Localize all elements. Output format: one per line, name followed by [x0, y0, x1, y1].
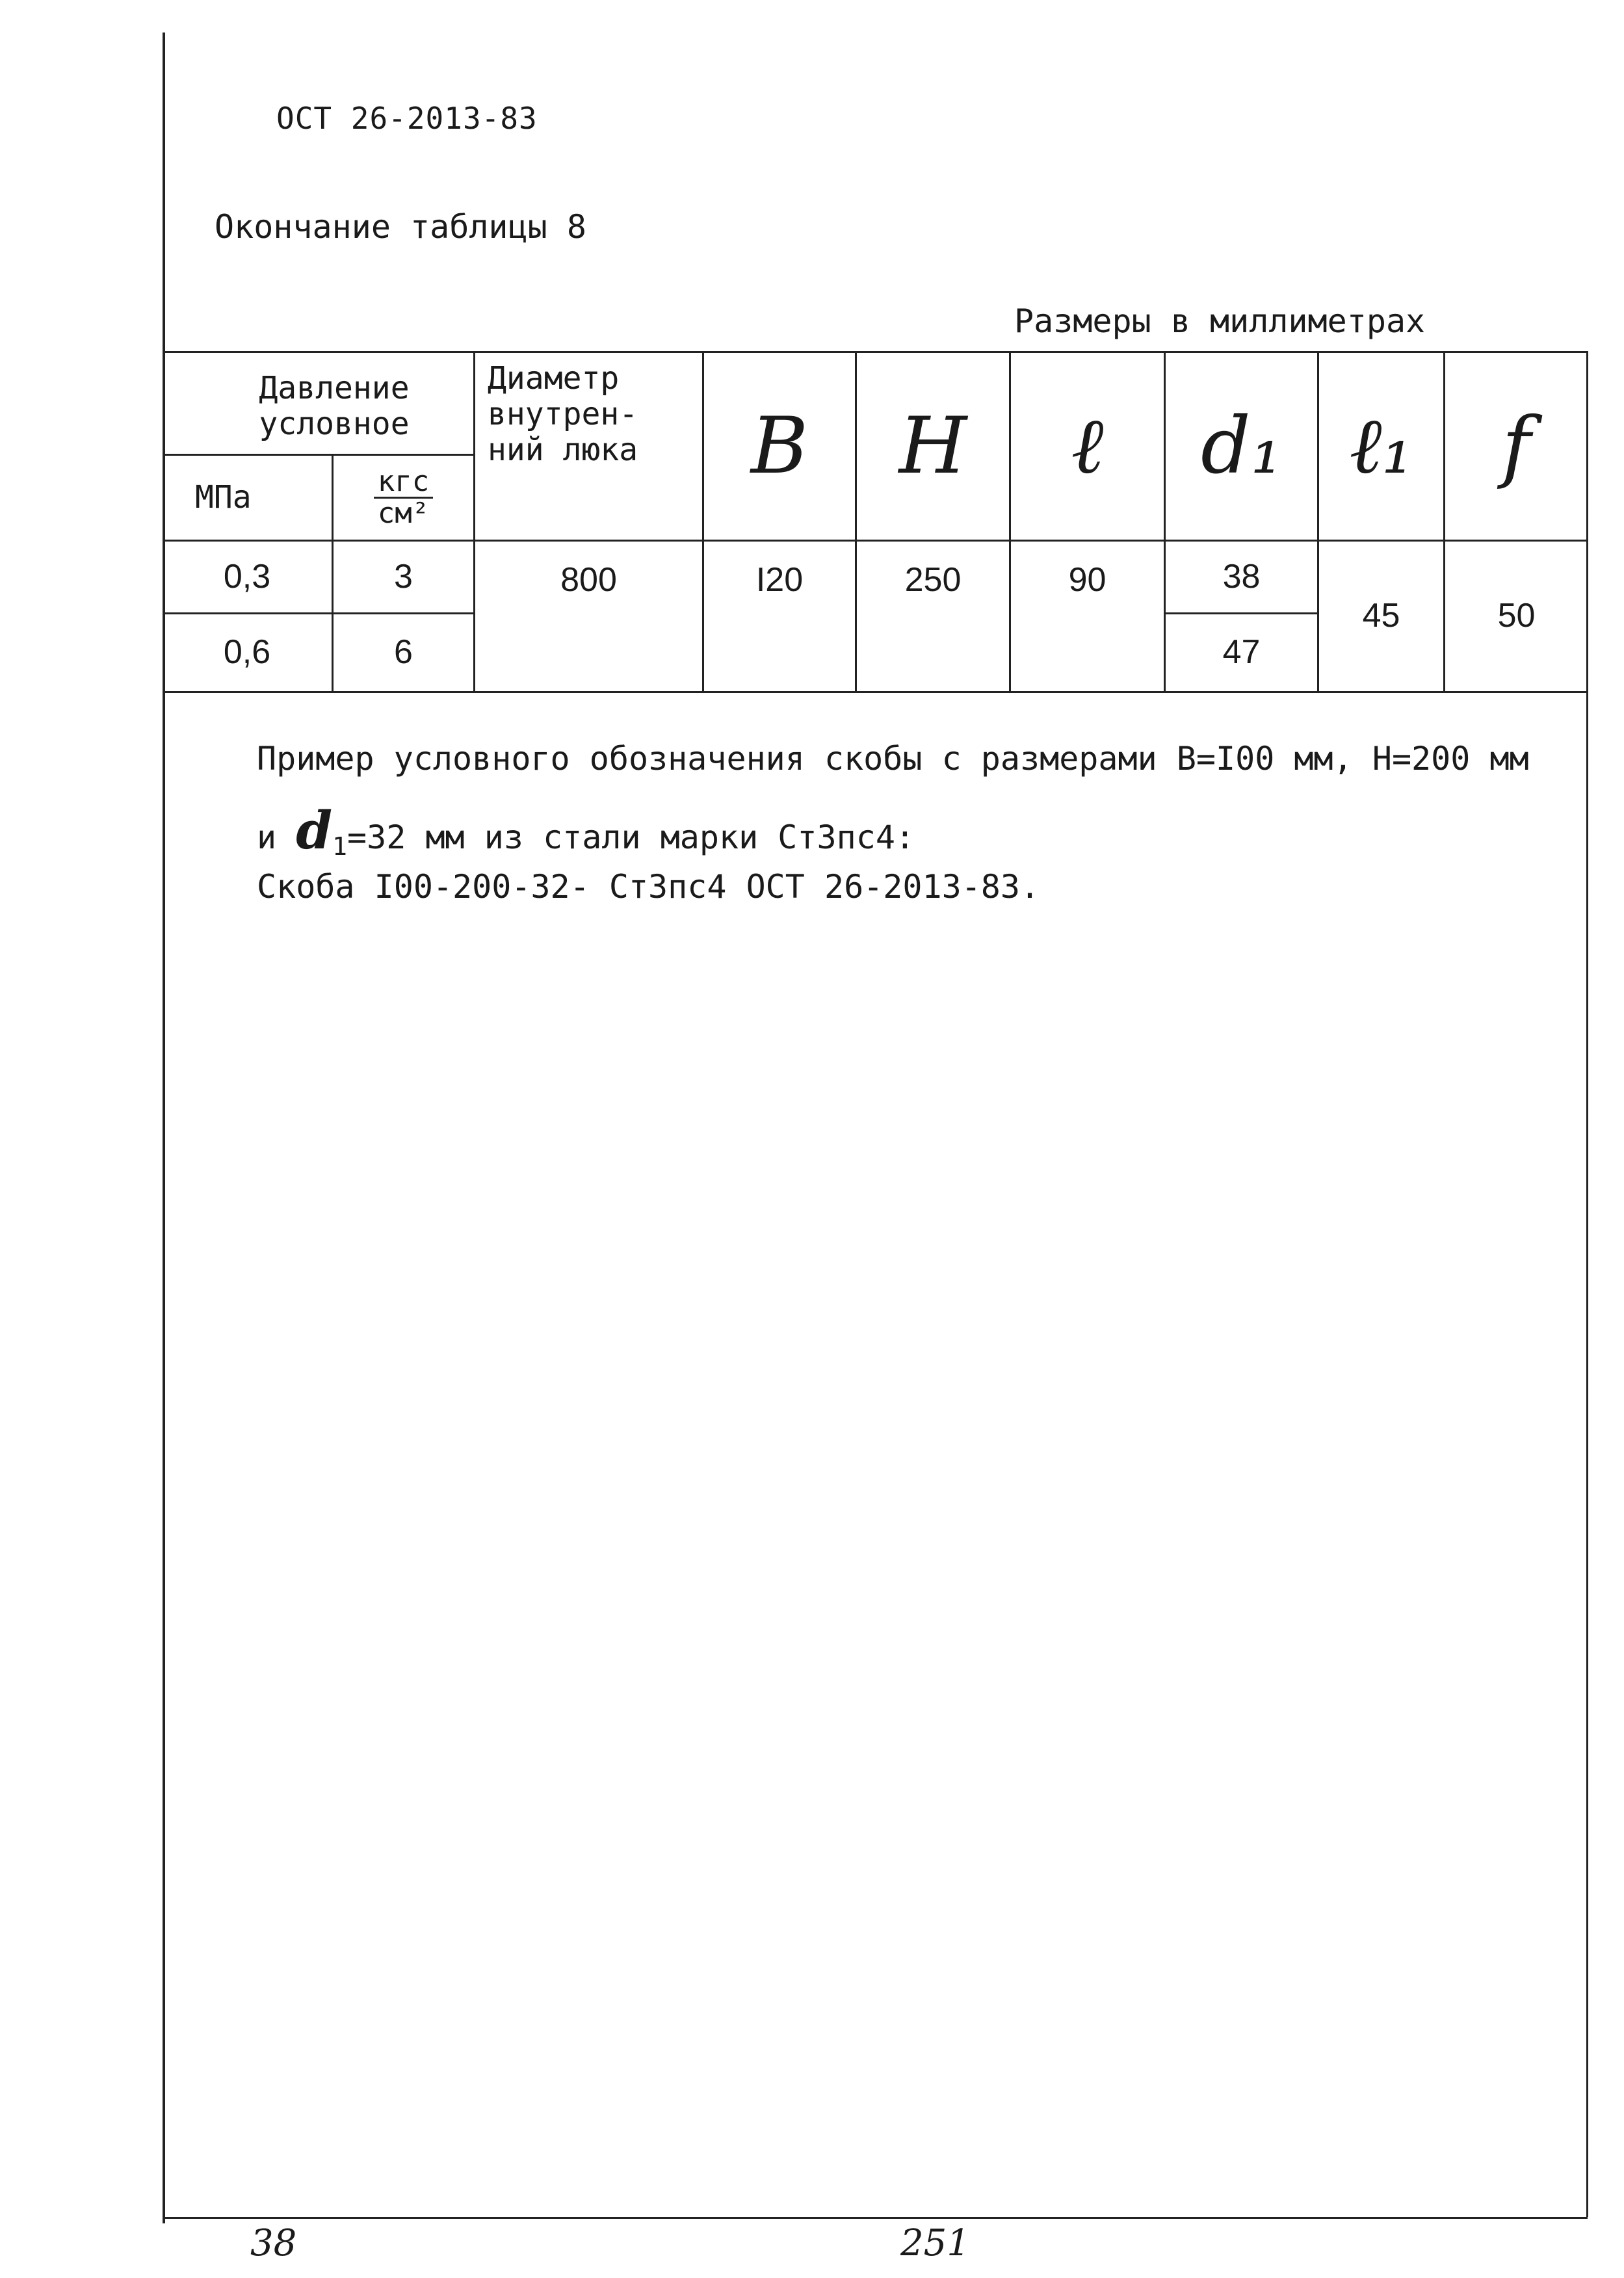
header-l1: ℓ₁ — [1349, 400, 1413, 491]
col-line-2 — [473, 351, 475, 692]
kgs-numerator: кгс — [374, 467, 433, 499]
value-diameter: 800 — [560, 561, 617, 599]
table-bottom-border — [163, 691, 1588, 693]
value-H: 250 — [904, 561, 962, 599]
units-note: Размеры в миллиметрах — [1014, 302, 1426, 340]
example-d1-subscript: 1 — [332, 832, 348, 861]
example-line-1: Пример условного обозначения скобы с размерами B=I00 мм, H=200 мм — [257, 740, 1529, 778]
bottom-margin-line — [163, 2217, 1588, 2219]
header-l: ℓ — [1071, 400, 1104, 491]
footer-center-page-number: 251 — [900, 2222, 970, 2264]
example-line-2-prefix: и — [257, 818, 277, 856]
document-code: ОСТ 26-2013-83 — [276, 101, 538, 136]
left-margin-line — [163, 33, 165, 2223]
example-line-3: Скоба I00-200-32- Ст3пс4 ОСТ 26-2013-83. — [257, 868, 1040, 906]
header-H: H — [898, 400, 967, 491]
row2-d1: 47 — [1222, 633, 1261, 672]
value-l: 90 — [1068, 561, 1107, 599]
value-B: I20 — [755, 561, 804, 599]
row1-d1: 38 — [1222, 557, 1261, 596]
row1-mpa: 0,3 — [223, 557, 271, 596]
header-diameter: Диаметр внутрен-ний люка — [488, 360, 638, 469]
table-caption: Окончание таблицы 8 — [215, 208, 586, 246]
example-d1-symbol: d — [296, 800, 333, 861]
value-l1: 45 — [1362, 597, 1400, 635]
example-line-2 — [257, 800, 915, 861]
value-f: 50 — [1497, 597, 1536, 635]
header-f: f — [1502, 400, 1531, 491]
kgs-denominator: см² — [377, 497, 430, 530]
header-mpa: МПа — [195, 478, 252, 516]
header-d1: d₁ — [1201, 400, 1282, 491]
header-B: B — [750, 400, 809, 491]
header-pressure: Давление условное — [259, 369, 410, 442]
row2-kgs: 6 — [394, 633, 413, 672]
header-kgs-cm2 — [334, 456, 473, 540]
footer-left-page-number: 38 — [250, 2222, 297, 2264]
example-line-2-rest: =32 мм из стали марки Ст3пс4: — [347, 818, 915, 856]
row1-kgs: 3 — [394, 557, 413, 596]
row2-mpa: 0,6 — [223, 633, 271, 672]
